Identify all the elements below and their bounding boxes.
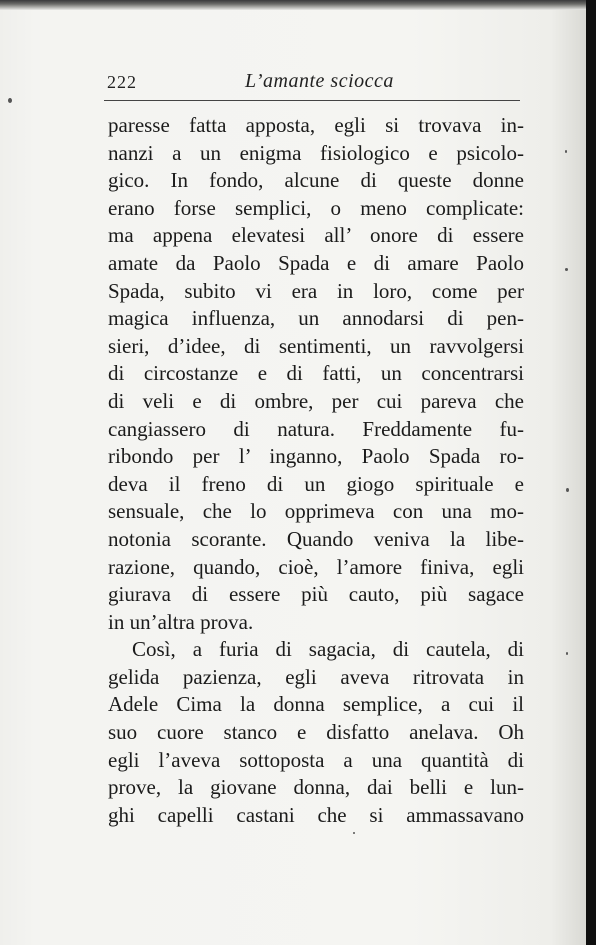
text-line: giurava di essere più cauto, più sagace [108,582,524,607]
header-rule [104,100,520,101]
text-line: di veli e di ombre, per cui pareva che [108,388,524,413]
text-line: egli l’aveva sottoposta a una quantità di [108,747,524,772]
text-line: cangiassero di natura. Freddamente fu- [108,416,524,441]
print-speck [8,98,12,103]
text-line: sieri, d’idee, di sentimenti, un ravvolgersi [108,333,524,358]
text-line: deva il freno di un giogo spirituale e [108,471,524,496]
text-line: sensuale, che lo opprimeva con una mo- [108,499,524,524]
text-line: notonia scorante. Quando veniva la libe- [108,526,524,551]
text-line: nanzi a un enigma fisiologico e psicolo- [108,140,524,165]
text-line: Così, a furia di sagacia, di cautela, di [132,637,524,662]
text-line: erano forse semplici, o meno complicate: [108,195,524,220]
text-line: magica influenza, un annodarsi di pen- [108,306,524,331]
print-speck [353,832,355,834]
print-speck [565,268,568,271]
text-line: Spada, subito vi era in loro, come per [108,278,524,303]
print-speck [565,150,567,153]
running-title: L’amante sciocca [245,70,394,92]
text-line: gelida pazienza, egli aveva ritrovata in [108,664,524,689]
text-line: ribondo per l’ inganno, Paolo Spada ro- [108,444,524,469]
text-line: in un’altra prova. [108,609,254,634]
page-top-edge [0,0,586,10]
text-line: ma appena elevatesi all’ onore di essere [108,223,524,248]
body-text [108,112,524,829]
scan-right-edge [586,0,596,945]
page-header [107,72,520,98]
text-line: amate da Paolo Spada e di amare Paolo [108,250,524,275]
text-line: gico. In fondo, alcune di queste donne [108,168,524,193]
text-line: paresse fatta apposta, egli si trovava in- [108,113,524,137]
print-speck [566,488,569,492]
text-line: suo cuore stanco e disfatto anelava. Oh [108,720,524,745]
text-line: di circostanze e di fatti, un concentrarsi [108,361,524,386]
page-number: 222 [107,72,137,92]
text-line: Adele Cima la donna semplice, a cui il [108,692,524,717]
text-line: ghi capelli castani che si ammassavano [108,802,524,827]
text-line: razione, quando, cioè, l’amore finiva, egli [108,554,524,579]
print-speck [566,652,568,655]
text-line: prove, la giovane donna, dai belli e lun- [108,775,524,800]
